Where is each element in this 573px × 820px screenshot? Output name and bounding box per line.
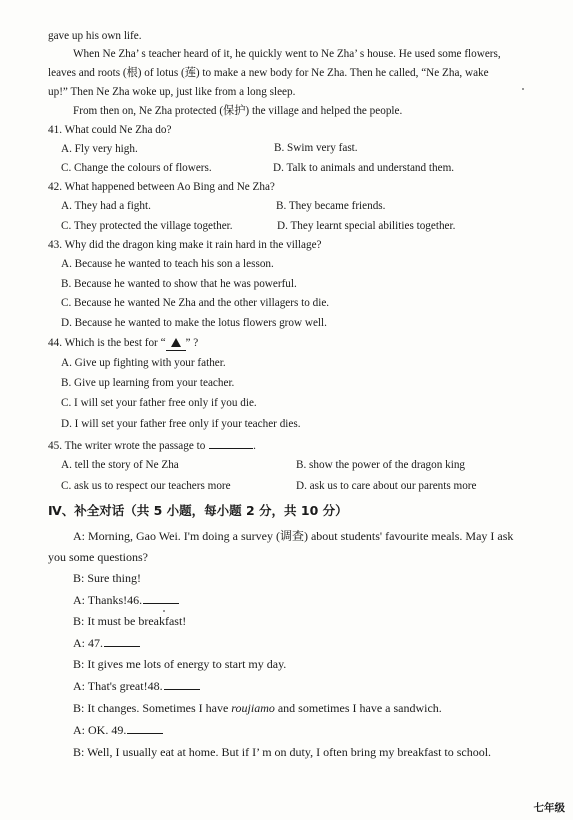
dialog-text: A: 47.: [73, 636, 103, 650]
scan-speck: [522, 88, 524, 90]
dialog-line: [73, 723, 163, 737]
question-stem: 42. What happened between Ao Bing and Ne Zha?: [48, 181, 275, 193]
option-c: C. ask us to respect our teachers more: [61, 480, 231, 492]
answer-blank-47: [104, 636, 140, 647]
option-d: D. Talk to animals and understand them.: [273, 162, 455, 174]
dialog-text: A: Thanks!46.: [73, 593, 143, 607]
question-stem-text: 45. The writer wrote the passage to: [48, 440, 206, 452]
dialog-line: you some questions?: [48, 550, 148, 564]
option-a: A. tell the story of Ne Zha: [61, 459, 179, 471]
answer-blank-48: [164, 679, 200, 690]
dialog-line: B: Well, I usually eat at home. But if I’ m on duty, I often bring my breakfast to school.: [73, 745, 492, 759]
option-d: D. Because he wanted to make the lotus flowers grow well.: [61, 317, 327, 329]
answer-blank-49: [127, 723, 163, 734]
option-a: A. Because he wanted to teach his son a lesson.: [61, 258, 274, 270]
dialog-line: B: It gives me lots of energy to start my day.: [73, 657, 287, 671]
question-stem-end: .: [253, 440, 256, 452]
option-d: D. ask us to care about our parents more: [296, 480, 477, 492]
triangle-icon: [171, 338, 181, 347]
option-c: C. Change the colours of flowers.: [61, 162, 212, 174]
option-a: A. They had a fight.: [61, 200, 151, 212]
dialog-emphasis: roujiamo: [231, 701, 275, 715]
option-b: B. Swim very fast.: [274, 142, 358, 154]
dialog-line: [73, 636, 140, 650]
dialog-line: [73, 701, 442, 715]
passage-line: From then on, Ne Zha protected (保护) the village and helped the people.: [73, 105, 403, 117]
grade-label: 七年级: [533, 802, 565, 814]
passage-line: When Ne Zha’ s teacher heard of it, he quickly went to Ne Zha’ s house. He used some flowers,: [73, 48, 501, 60]
dialog-text: A: OK. 49.: [73, 723, 127, 737]
question-stem-end: ” ?: [185, 337, 199, 349]
dialog-text: A: That's great!48.: [73, 679, 163, 693]
passage-line: up!” Then Ne Zha woke up, just like from a long sleep.: [48, 86, 296, 98]
passage-line: gave up his own life.: [48, 30, 142, 42]
option-d: D. They learnt special abilities together.: [277, 220, 456, 232]
option-b: B. show the power of the dragon king: [296, 459, 466, 471]
option-b: B. Because he wanted to show that he was powerful.: [61, 278, 297, 290]
question-stem: [48, 438, 256, 453]
blank-marker: [166, 336, 186, 351]
dialog-line: B: It must be breakfast!: [73, 614, 187, 628]
question-stem: [48, 336, 198, 351]
answer-blank-46: [143, 593, 179, 604]
option-c: C. They protected the village together.: [61, 220, 233, 232]
question-stem: 41. What could Ne Zha do?: [48, 124, 172, 136]
section-title: Ⅳ、补全对话（共 5 小题，每小题 2 分，共 10 分）: [48, 503, 348, 518]
dialog-line: [73, 679, 200, 693]
dialog-line: [73, 593, 179, 607]
dialog-line: A: Morning, Gao Wei. I'm doing a survey (调查) about students' favourite meals. May I ask: [73, 529, 514, 543]
question-stem-text: 44. Which is the best for “: [48, 337, 166, 349]
answer-blank: [209, 438, 253, 449]
dialog-text: B: It changes. Sometimes I have: [73, 701, 232, 715]
dialog-line: B: Sure thing!: [73, 571, 141, 585]
option-c: C. I will set your father free only if you die.: [61, 397, 257, 409]
option-c: C. Because he wanted Ne Zha and the other villagers to die.: [61, 297, 330, 309]
question-stem: 43. Why did the dragon king make it rain hard in the village?: [48, 239, 322, 251]
option-a: A. Fly very high.: [61, 143, 138, 155]
option-d: D. I will set your father free only if your teacher dies.: [61, 418, 301, 430]
option-b: B. Give up learning from your teacher.: [61, 377, 235, 389]
option-a: A. Give up fighting with your father.: [61, 357, 226, 369]
scan-speck: [163, 610, 165, 612]
option-b: B. They became friends.: [276, 200, 386, 212]
passage-line: leaves and roots (根) of lotus (莲) to make a new body for Ne Zha. Then he called, “Ne Zha, wake: [48, 67, 489, 79]
dialog-text: and sometimes I have a sandwich.: [274, 701, 442, 715]
